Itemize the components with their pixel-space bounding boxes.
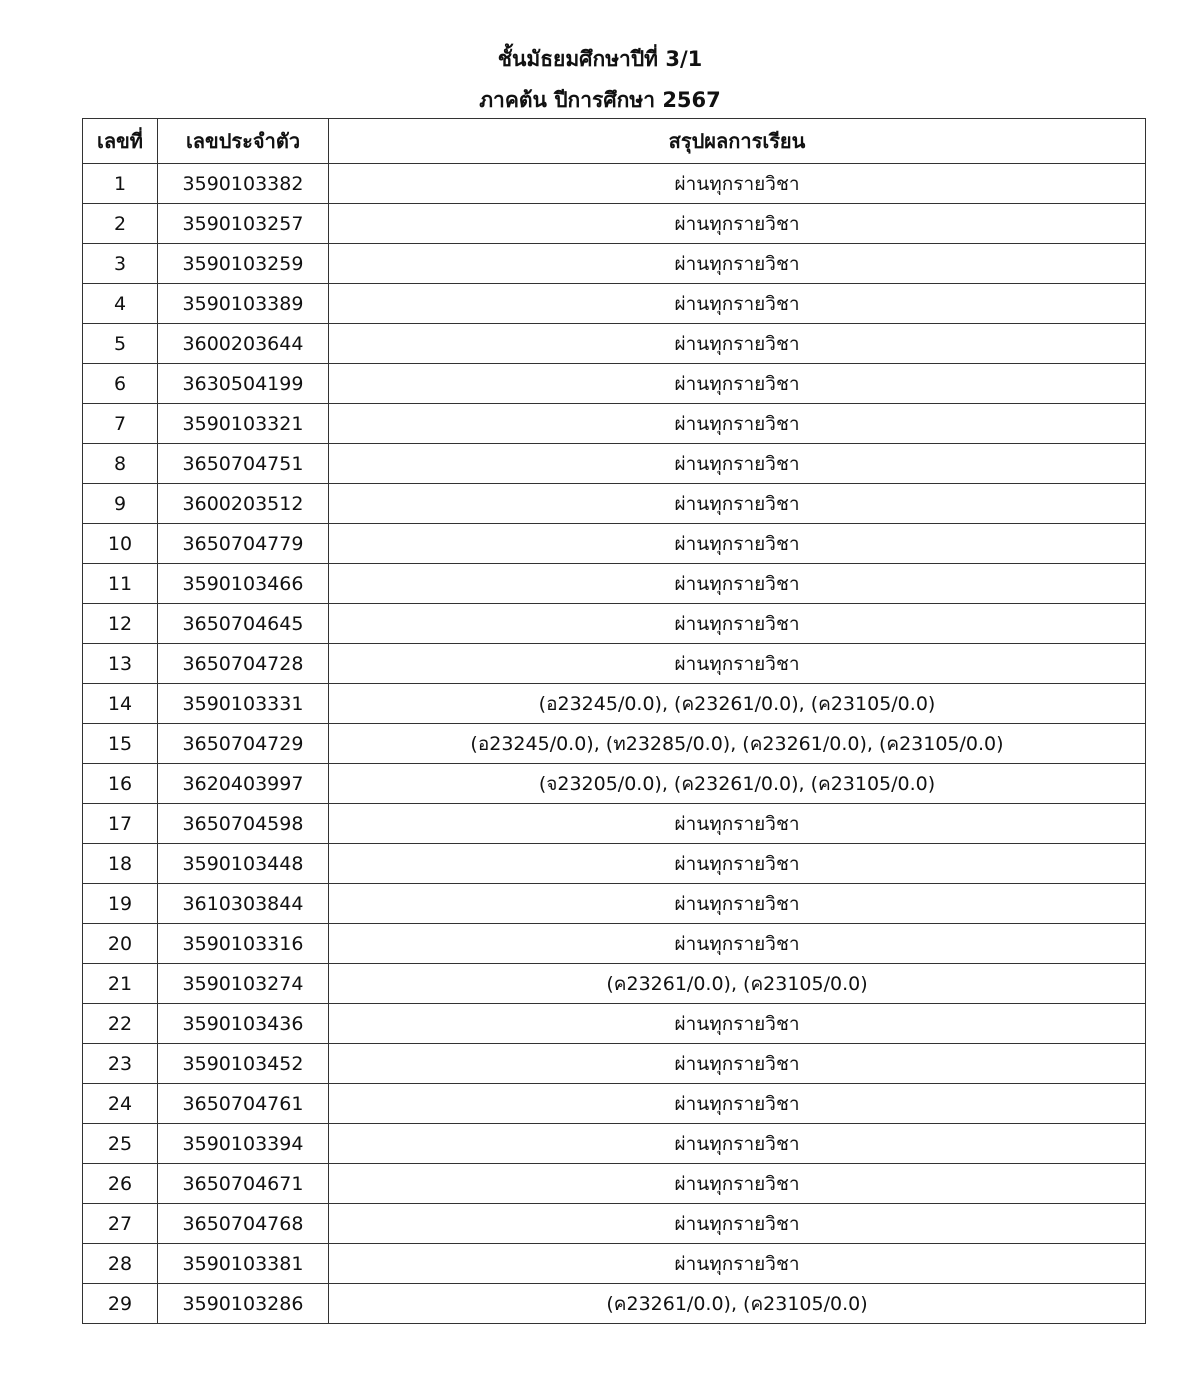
table-row (83, 364, 1146, 404)
cell-student-id: 3590103381 (158, 1244, 329, 1284)
cell-number: 28 (83, 1244, 158, 1284)
cell-number: 18 (83, 844, 158, 884)
column-header-student-id: เลขประจำตัว (158, 119, 329, 164)
cell-student-id: 3650704768 (158, 1204, 329, 1244)
cell-number: 29 (83, 1284, 158, 1324)
cell-student-id: 3590103331 (158, 684, 329, 724)
cell-student-id: 3650704729 (158, 724, 329, 764)
table-row (83, 644, 1146, 684)
cell-result-summary: ผ่านทุกรายวิชา (329, 1084, 1146, 1124)
cell-student-id: 3590103321 (158, 404, 329, 444)
cell-result-summary: ผ่านทุกรายวิชา (329, 884, 1146, 924)
cell-result-summary: ผ่านทุกรายวิชา (329, 164, 1146, 204)
table-row (83, 1284, 1146, 1324)
cell-student-id: 3600203644 (158, 324, 329, 364)
cell-number: 22 (83, 1004, 158, 1044)
table-row (83, 844, 1146, 884)
cell-student-id: 3590103382 (158, 164, 329, 204)
page-subtitle: ภาคต้น ปีการศึกษา 2567 (479, 88, 721, 112)
table-row (83, 324, 1146, 364)
cell-student-id: 3590103286 (158, 1284, 329, 1324)
results-table (82, 118, 1146, 1324)
table-row (83, 924, 1146, 964)
cell-student-id: 3590103448 (158, 844, 329, 884)
cell-result-summary: (จ23205/0.0), (ค23261/0.0), (ค23105/0.0) (329, 764, 1146, 804)
cell-student-id: 3650704761 (158, 1084, 329, 1124)
cell-number: 8 (83, 444, 158, 484)
cell-number: 11 (83, 564, 158, 604)
cell-result-summary: ผ่านทุกรายวิชา (329, 524, 1146, 564)
cell-student-id: 3650704751 (158, 444, 329, 484)
column-header-number: เลขที่ (83, 119, 158, 164)
cell-result-summary: ผ่านทุกรายวิชา (329, 804, 1146, 844)
table-row (83, 764, 1146, 804)
cell-student-id: 3590103466 (158, 564, 329, 604)
cell-student-id: 3590103436 (158, 1004, 329, 1044)
cell-number: 10 (83, 524, 158, 564)
table-row (83, 1124, 1146, 1164)
cell-result-summary: ผ่านทุกรายวิชา (329, 364, 1146, 404)
table-row (83, 1164, 1146, 1204)
cell-result-summary: ผ่านทุกรายวิชา (329, 324, 1146, 364)
cell-result-summary: ผ่านทุกรายวิชา (329, 564, 1146, 604)
cell-number: 16 (83, 764, 158, 804)
cell-number: 14 (83, 684, 158, 724)
cell-number: 20 (83, 924, 158, 964)
table-row (83, 284, 1146, 324)
cell-result-summary: ผ่านทุกรายวิชา (329, 1124, 1146, 1164)
cell-result-summary: ผ่านทุกรายวิชา (329, 244, 1146, 284)
cell-student-id: 3650704779 (158, 524, 329, 564)
table-header-row (83, 119, 1146, 164)
cell-result-summary: (อ23245/0.0), (ท23285/0.0), (ค23261/0.0), (ค23105/0.0) (329, 724, 1146, 764)
cell-number: 3 (83, 244, 158, 284)
column-header-result-summary: สรุปผลการเรียน (329, 119, 1146, 164)
cell-number: 27 (83, 1204, 158, 1244)
table-row (83, 484, 1146, 524)
cell-result-summary: ผ่านทุกรายวิชา (329, 924, 1146, 964)
cell-student-id: 3650704671 (158, 1164, 329, 1204)
table-row (83, 244, 1146, 284)
table-row (83, 164, 1146, 204)
table-row (83, 524, 1146, 564)
table-row (83, 964, 1146, 1004)
cell-number: 17 (83, 804, 158, 844)
cell-number: 13 (83, 644, 158, 684)
cell-student-id: 3650704598 (158, 804, 329, 844)
cell-result-summary: ผ่านทุกรายวิชา (329, 484, 1146, 524)
cell-result-summary: ผ่านทุกรายวิชา (329, 1244, 1146, 1284)
table-row (83, 804, 1146, 844)
cell-student-id: 3590103257 (158, 204, 329, 244)
cell-student-id: 3600203512 (158, 484, 329, 524)
table-row (83, 1044, 1146, 1084)
cell-number: 24 (83, 1084, 158, 1124)
table-row (83, 884, 1146, 924)
table-row (83, 564, 1146, 604)
table-row (83, 604, 1146, 644)
table-row (83, 1004, 1146, 1044)
cell-number: 1 (83, 164, 158, 204)
cell-result-summary: ผ่านทุกรายวิชา (329, 1044, 1146, 1084)
cell-number: 25 (83, 1124, 158, 1164)
table-row (83, 684, 1146, 724)
cell-student-id: 3590103389 (158, 284, 329, 324)
table-row (83, 1204, 1146, 1244)
cell-result-summary: (ค23261/0.0), (ค23105/0.0) (329, 1284, 1146, 1324)
cell-student-id: 3650704645 (158, 604, 329, 644)
cell-student-id: 3590103316 (158, 924, 329, 964)
cell-student-id: 3590103259 (158, 244, 329, 284)
table-row (83, 204, 1146, 244)
cell-number: 7 (83, 404, 158, 444)
table-row (83, 444, 1146, 484)
cell-result-summary: ผ่านทุกรายวิชา (329, 644, 1146, 684)
cell-student-id: 3590103274 (158, 964, 329, 1004)
cell-result-summary: ผ่านทุกรายวิชา (329, 844, 1146, 884)
cell-result-summary: ผ่านทุกรายวิชา (329, 1004, 1146, 1044)
table-body (83, 164, 1146, 1324)
cell-number: 15 (83, 724, 158, 764)
cell-student-id: 3610303844 (158, 884, 329, 924)
cell-number: 5 (83, 324, 158, 364)
cell-student-id: 3590103394 (158, 1124, 329, 1164)
cell-result-summary: ผ่านทุกรายวิชา (329, 1164, 1146, 1204)
cell-number: 23 (83, 1044, 158, 1084)
table-row (83, 724, 1146, 764)
cell-number: 21 (83, 964, 158, 1004)
cell-student-id: 3630504199 (158, 364, 329, 404)
cell-result-summary: ผ่านทุกรายวิชา (329, 1204, 1146, 1244)
cell-number: 9 (83, 484, 158, 524)
cell-result-summary: ผ่านทุกรายวิชา (329, 204, 1146, 244)
cell-number: 4 (83, 284, 158, 324)
page-title: ชั้นมัธยมศึกษาปีที่ 3/1 (497, 47, 703, 71)
table-row (83, 1244, 1146, 1284)
cell-result-summary: ผ่านทุกรายวิชา (329, 284, 1146, 324)
table-row (83, 1084, 1146, 1124)
cell-student-id: 3590103452 (158, 1044, 329, 1084)
cell-result-summary: (ค23261/0.0), (ค23105/0.0) (329, 964, 1146, 1004)
cell-number: 2 (83, 204, 158, 244)
cell-result-summary: (อ23245/0.0), (ค23261/0.0), (ค23105/0.0) (329, 684, 1146, 724)
cell-number: 26 (83, 1164, 158, 1204)
table-row (83, 404, 1146, 444)
cell-number: 6 (83, 364, 158, 404)
cell-result-summary: ผ่านทุกรายวิชา (329, 604, 1146, 644)
cell-result-summary: ผ่านทุกรายวิชา (329, 404, 1146, 444)
cell-number: 12 (83, 604, 158, 644)
cell-result-summary: ผ่านทุกรายวิชา (329, 444, 1146, 484)
cell-student-id: 3650704728 (158, 644, 329, 684)
cell-number: 19 (83, 884, 158, 924)
cell-student-id: 3620403997 (158, 764, 329, 804)
